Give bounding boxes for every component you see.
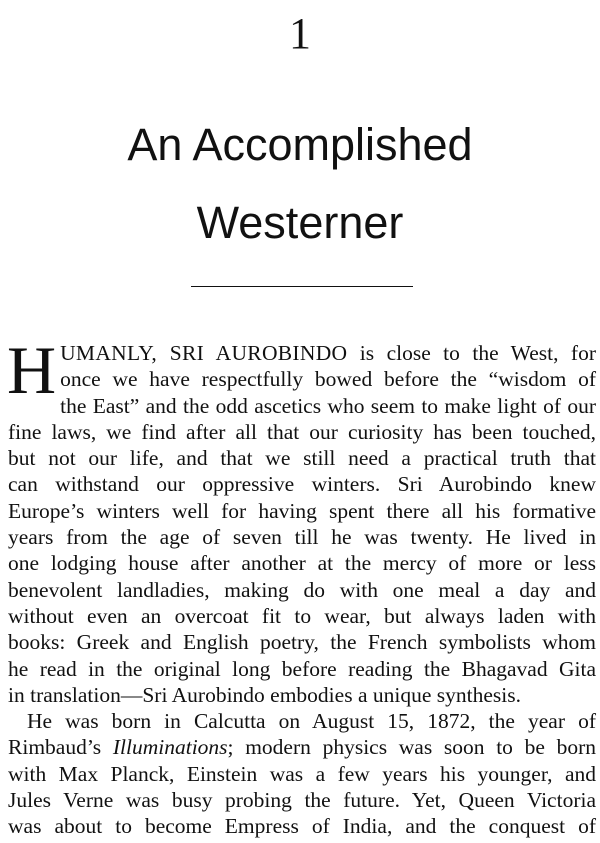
text-line: fine laws, we find after all that our curiosity has been touched, [8, 419, 596, 444]
text-line: the East” and the odd ascetics who seem to make light of our [60, 393, 596, 418]
text-line: was about to become Empress of India, and the conquest of [8, 814, 596, 839]
title-divider [191, 286, 413, 287]
book-title-italic: Illuminations [112, 735, 228, 760]
text-line: Jules Verne was busy probing the future. Yet, Queen Victoria [8, 788, 596, 813]
text-line: books: Greek and English poetry, the French symbolists whom [8, 630, 596, 655]
paragraph-2 [8, 708, 596, 839]
text-span: Rimbaud’s [8, 735, 113, 760]
drop-cap: H [7, 332, 57, 408]
text-line: years from the age of seven till he was twenty. He lived in [8, 525, 596, 550]
text-line: in translation—Sri Aurobindo embodies a unique synthesis. [8, 682, 521, 707]
text-line: one lodging house after another at the mercy of more or less [8, 551, 596, 576]
text-span: is close to the West, for [347, 341, 596, 365]
text-line: without even an overcoat fit to wear, but always laden with [8, 603, 596, 628]
chapter-title-line-1: An Accomplished [127, 119, 473, 170]
text-span: ; modern physics was soon to be born [227, 735, 597, 760]
text-line [8, 734, 596, 760]
chapter-title-line-2: Westerner [196, 197, 404, 248]
text-line: Europe’s winters well for having spent there all his formative [8, 498, 596, 523]
paragraph-1 [7, 332, 596, 708]
chapter-body [7, 332, 597, 840]
lead-in: UMANLY, SRI AUROBINDO [60, 341, 348, 365]
text-line: benevolent landladies, making do with one meal a day and [8, 577, 596, 602]
chapter-title [0, 106, 600, 262]
text-line: but not our life, and that we still need a practical truth that [8, 446, 596, 471]
text-line: he read in the original long before reading the Bhagavad Gita [8, 656, 596, 681]
chapter-number: 1 [289, 9, 311, 58]
text-line [8, 340, 596, 366]
text-line: with Max Planck, Einstein was a few years his younger, and [8, 761, 596, 786]
text-line: can withstand our oppressive winters. Sri Aurobindo knew [8, 472, 596, 497]
text-line: once we have respectfully bowed before the “wisdom of [60, 367, 596, 392]
text-line: He was born in Calcutta on August 15, 1872, the year of [27, 709, 596, 734]
